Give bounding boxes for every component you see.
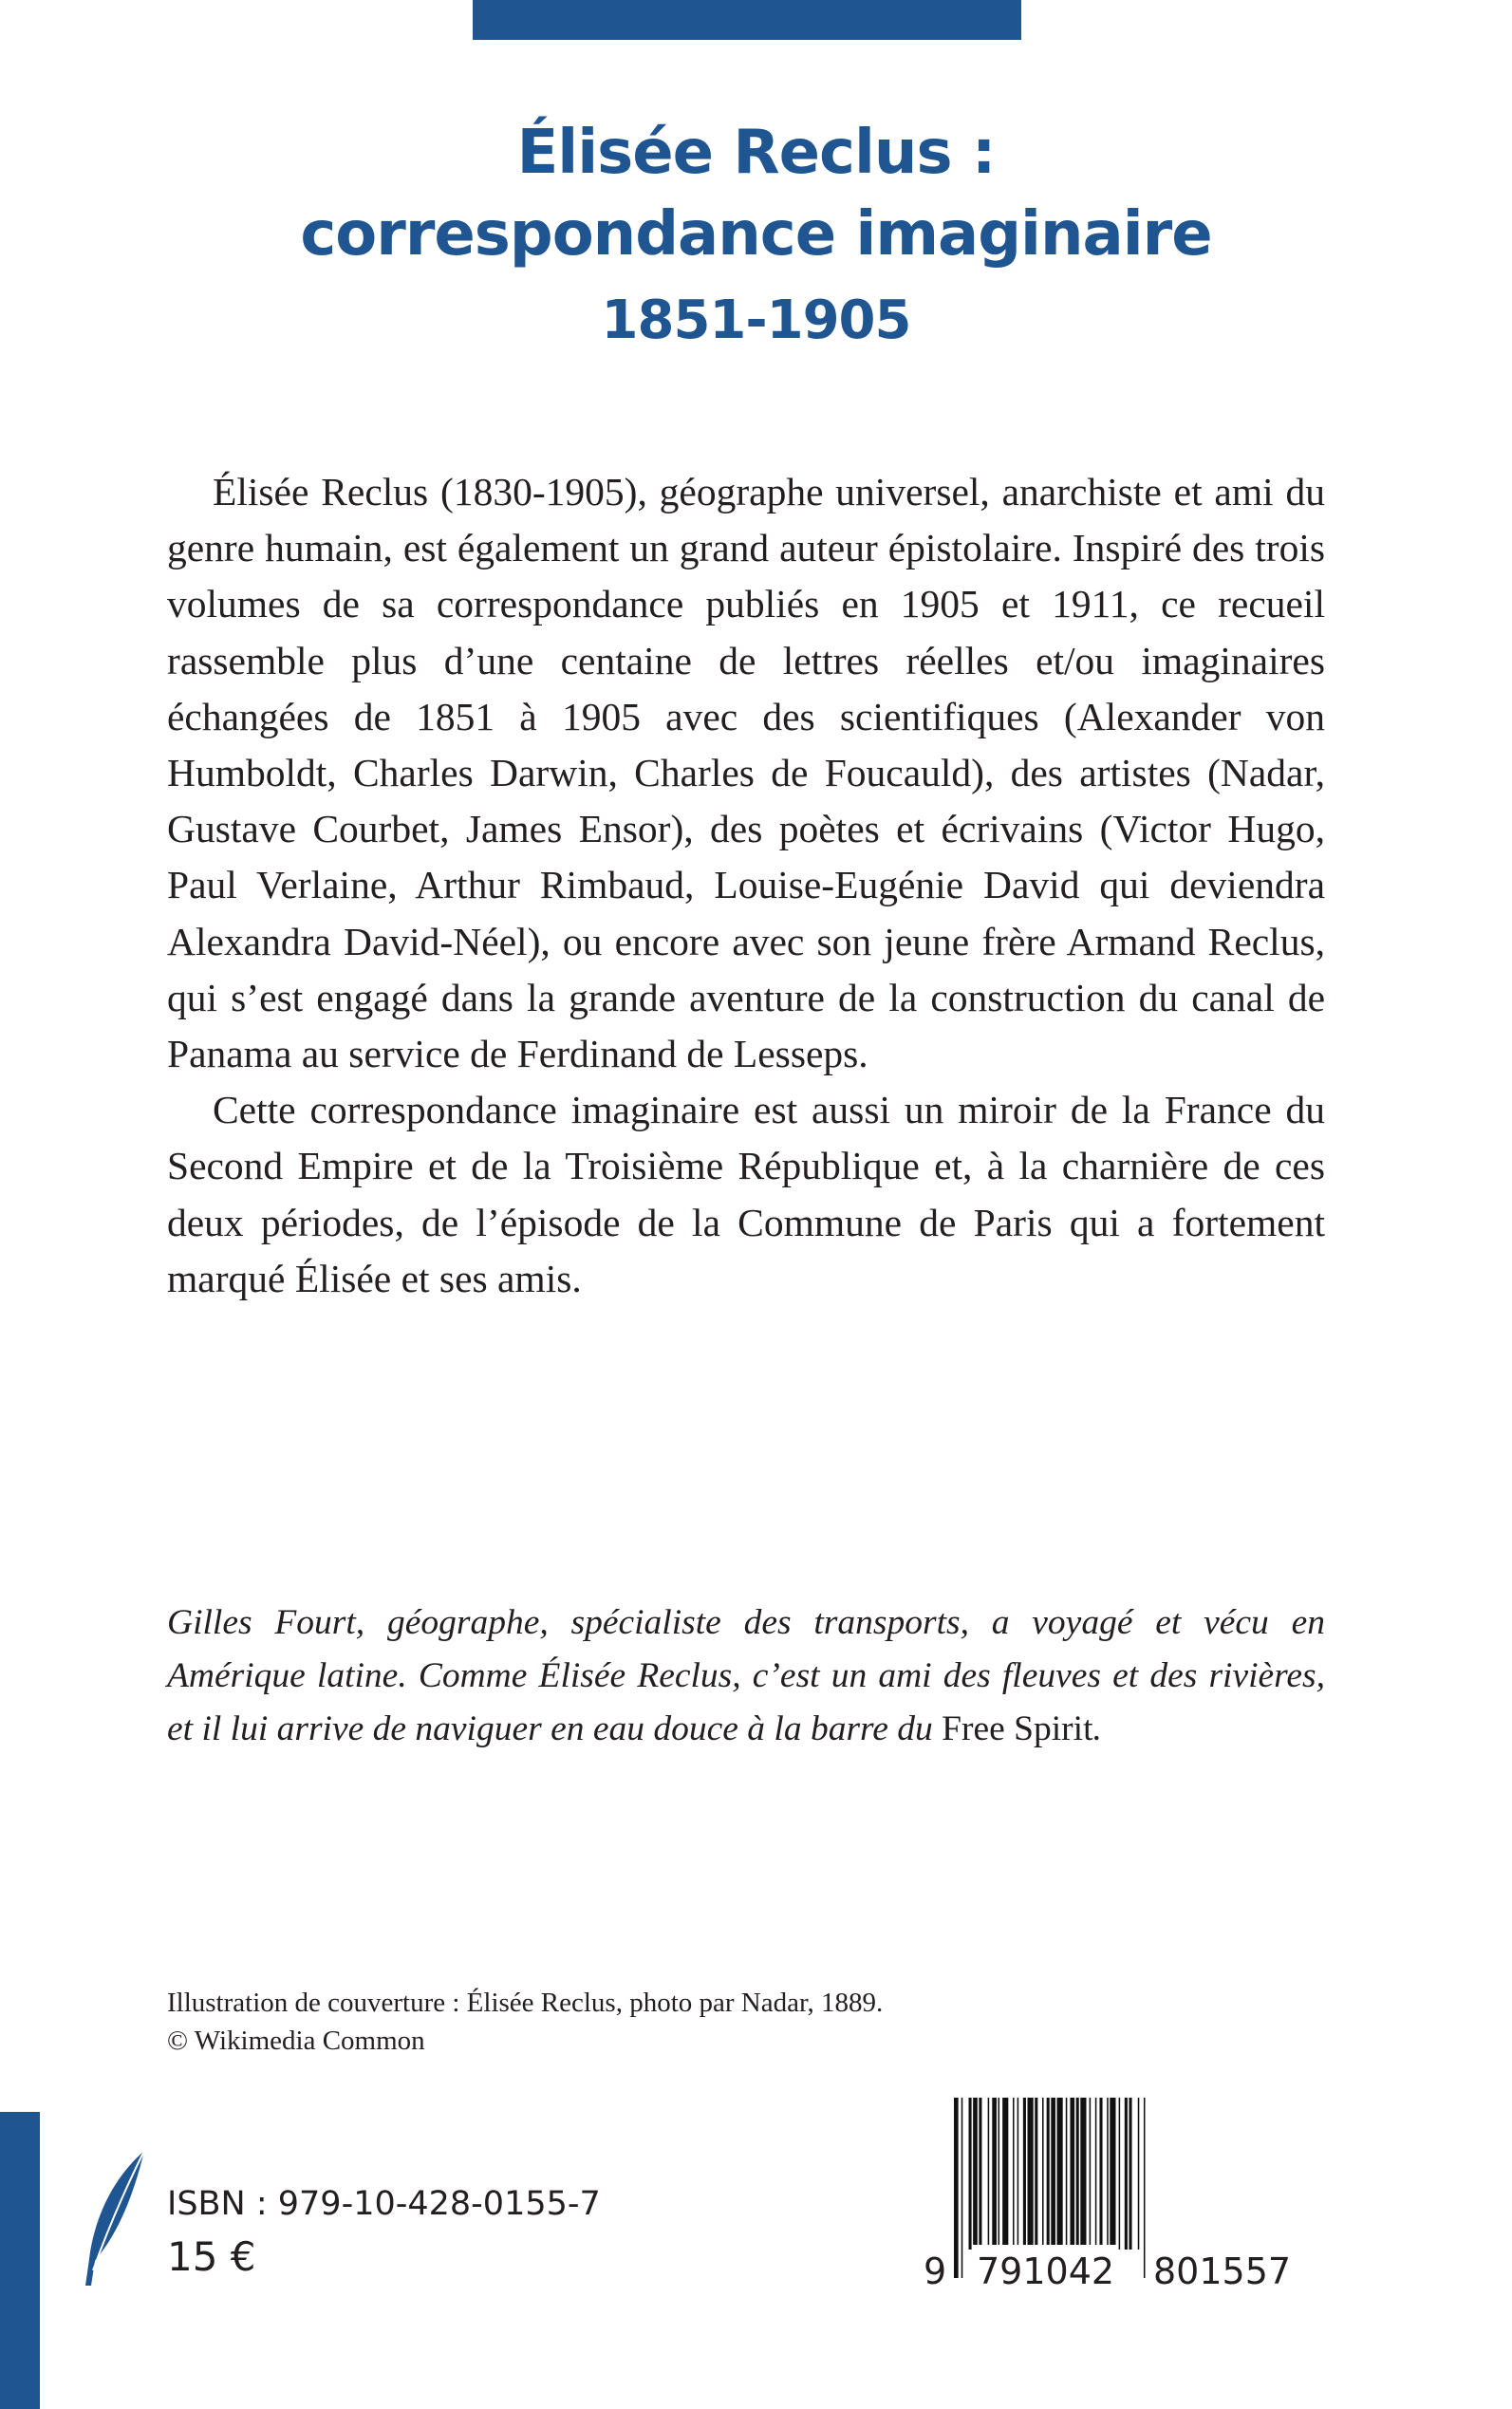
barcode-bar [992,2098,997,2250]
barcode-bar [969,2098,972,2250]
barcode-bar [1057,2098,1063,2250]
barcode-bar [1138,2098,1140,2250]
barcode-digit-group-2: 801557 [1149,2245,1295,2298]
barcode-bar [1042,2098,1044,2250]
barcode-bar [1095,2098,1097,2250]
barcode-bar [999,2098,1000,2250]
bottom-accent-bar [0,2112,40,2409]
barcode-bar [1017,2098,1019,2250]
barcode-bar [1110,2098,1115,2250]
barcode-digits [925,2245,1324,2298]
barcode-bar [1028,2098,1034,2250]
barcode-bar [1035,2098,1037,2250]
summary-paragraph-2: Cette correspondance imaginaire est aussi un miroir de la France du Second Empire et de la Troisième République et, à la charnière de ces deux périodes, de l’épisode de la Commune de Paris qui a fortement marqué Élisée et ses amis. [167,1088,1325,1300]
barcode-bar [1013,2098,1015,2250]
author-bio-end: . [1092,1709,1102,1748]
barcode-bar [1119,2098,1121,2250]
feather-icon [78,2147,154,2289]
barcode-bar [979,2098,981,2250]
author-bio [167,1597,1325,1756]
barcode-bar [1066,2098,1068,2250]
barcode-bar [1023,2098,1026,2250]
barcode-bar [1002,2098,1008,2250]
barcode-bar [973,2098,978,2250]
price: 15 € [167,2233,256,2280]
barcode-bar [1090,2098,1092,2250]
title-line-2: correspondance imaginaire [300,199,1212,270]
cover-credit [167,1984,1021,2060]
boat-name: Free Spirit [942,1709,1093,1748]
top-accent-bar [473,0,1021,40]
author-bio-text: Gilles Fourt, géographe, spécialiste des transports, a voyagé et vécu en Amérique latine. Comme Élisée Reclus, c’est un ami des fleuves et des rivières, et il lui arrive de naviguer en eau douce à la barre du [167,1603,1325,1748]
cover-credit-line-2: © Wikimedia Common [167,2026,425,2056]
barcode-bar [988,2098,990,2250]
barcode-bar [1107,2098,1109,2250]
barcode-bar [1129,2098,1131,2250]
cover-credit-line-1: Illustration de couverture : Élisée Reclus, photo par Nadar, 1889. [167,1988,884,2018]
barcode-bar [1076,2098,1079,2250]
summary-paragraph-1: Élisée Reclus (1830-1905), géographe universel, anarchiste et ami du genre humain, est également un grand auteur épistolaire. Inspiré des trois volumes de sa correspondance publiés en 1905 et 1911, ce recueil rassemble plus d’une centaine de lettres réelles et/ou imaginaires échangées de 1851 à 1905 avec des scientifiques (Alexander von Humboldt, Charles Darwin, Charles de Foucauld), des artistes (Nadar, Gustave Courbet, James Ensor), des poètes et écrivains (Victor Hugo, Paul Verlaine, Arthur Rimbaud, Louise-Eugénie David qui deviendra Alexandra David-Néel), ou encore avec son jeune frère Armand Reclus, qui s’est engagé dans la grande aventure de la construction du canal de Panama au service de Ferdinand de Lesseps. [167,470,1325,1076]
barcode-bar [1080,2098,1086,2250]
barcode-digit-first: 9 [920,2245,950,2298]
barcode-bar [1099,2098,1102,2250]
barcode-digit-group-1: 791042 [973,2245,1118,2298]
title-line-1: Élisée Reclus : [516,118,996,188]
author-bio-paragraph [167,1597,1325,1756]
book-summary [167,464,1325,1307]
book-title [0,112,1512,366]
isbn-number: ISBN : 979-10-428-0155-7 [167,2185,601,2223]
barcode-bar [1070,2098,1074,2250]
title-dates: 1851-1905 [601,289,911,351]
barcode-bar [1125,2098,1128,2250]
